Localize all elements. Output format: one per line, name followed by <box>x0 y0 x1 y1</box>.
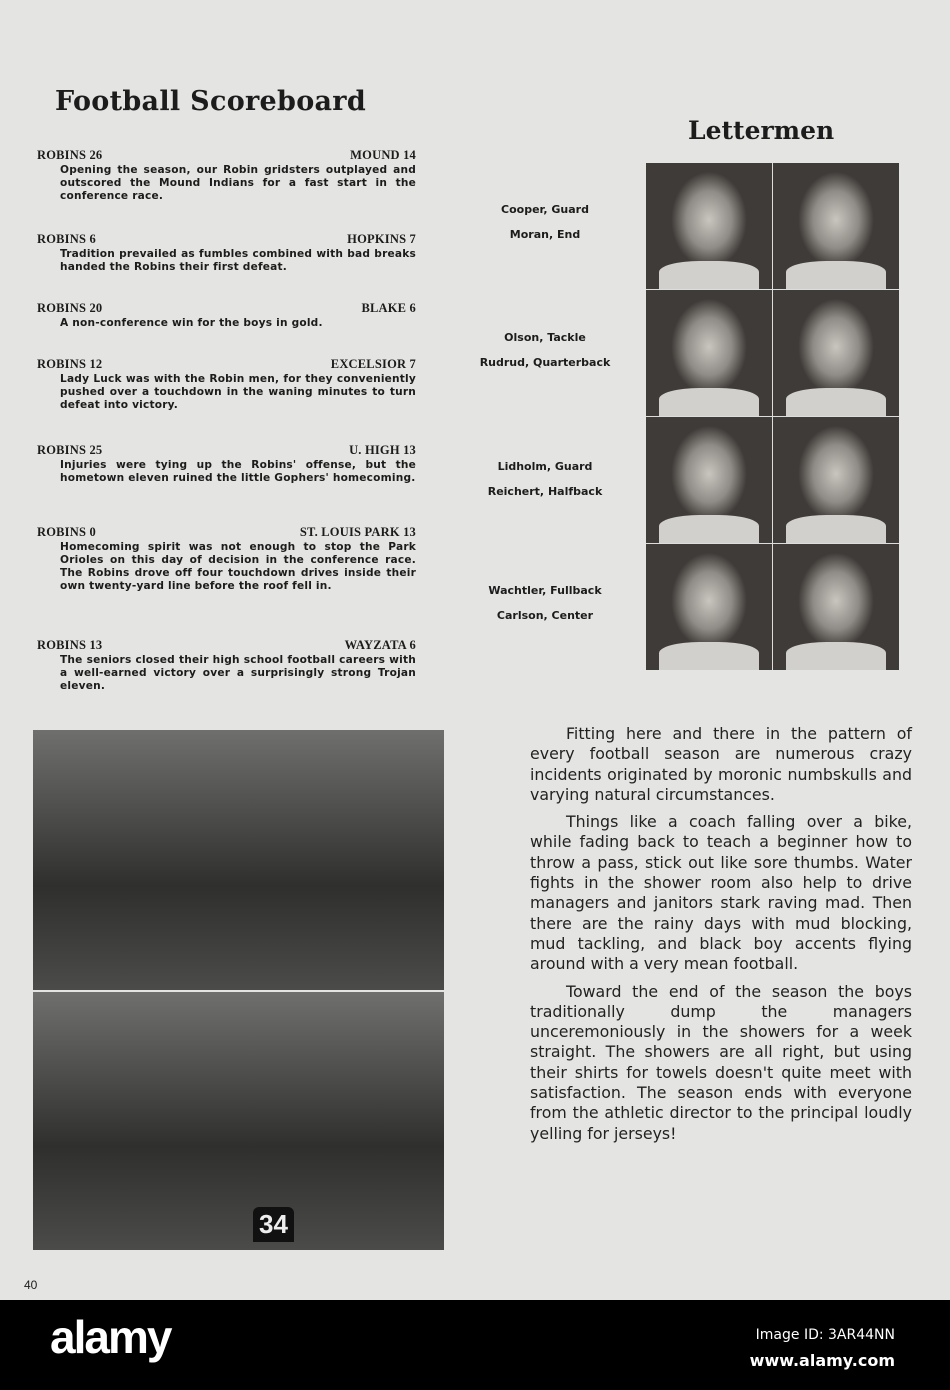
letterman-name: Carlson, Center <box>496 609 594 622</box>
opponent-score: MOUND 14 <box>350 148 416 162</box>
game-description: Homecoming spirit was not enough to stop the Park Orioles on this day of decision in the conference race. The Robins drove off four touchdown drives inside their own twenty-yard line before the roof fell in. <box>60 541 416 592</box>
opponent-score: EXCELSIOR 7 <box>330 357 416 371</box>
game-entry <box>37 525 416 593</box>
opponent-score: WAYZATA 6 <box>344 638 416 652</box>
opponent-score: BLAKE 6 <box>361 301 416 315</box>
score-line <box>37 232 416 247</box>
image-info <box>750 1322 895 1374</box>
game-description: Injuries were tying up the Robins' offense, but the hometown eleven ruined the little Gophers' homecoming. <box>60 459 416 484</box>
article-paragraph: Toward the end of the season the boys traditionally dump the managers unceremoniously in the showers for a week straight. The showers are all right, but using their shirts for towels doesn't quite meet with satisfaction. The season ends with everyone from the athletic director to the principal loudly yelling for jerseys! <box>530 981 912 1143</box>
letterman-name: Rudrud, Quarterback <box>479 356 611 369</box>
letterman-name-pair <box>460 203 630 253</box>
letterman-name: Reichert, Halfback <box>487 485 603 498</box>
game-description: The seniors closed their high school football careers with a well-earned victory over a surprisingly strong Trojan eleven. <box>60 654 416 692</box>
portrait-grid <box>646 163 899 670</box>
home-score: ROBINS 20 <box>37 301 103 315</box>
jersey-number: 34 <box>253 1207 294 1242</box>
opponent-score: ST. LOUIS PARK 13 <box>299 525 416 539</box>
home-score: ROBINS 0 <box>37 525 96 539</box>
letterman-portrait <box>773 163 899 289</box>
game-entry <box>37 357 416 412</box>
opponent-score: HOPKINS 7 <box>347 232 416 246</box>
page-title: Football Scoreboard <box>55 86 367 117</box>
letterman-portrait <box>646 544 772 670</box>
game-description: Opening the season, our Robin gridsters outplayed and outscored the Mound Indians for a fast start in the conference race. <box>60 164 416 202</box>
article-paragraph: Fitting here and there in the pattern of every football season are numerous crazy incidents originated by moronic numbskulls and varying natural circumstances. <box>530 724 912 804</box>
opponent-score: U. HIGH 13 <box>349 443 416 457</box>
letterman-name-pair <box>460 331 630 381</box>
letterman-name-pair <box>460 460 630 510</box>
letterman-name: Wachtler, Fullback <box>488 584 602 597</box>
score-line <box>37 301 416 316</box>
game-description: Lady Luck was with the Robin men, for they conveniently pushed over a touchdown in the waning minutes to turn defeat into victory. <box>60 373 416 411</box>
letterman-name: Olson, Tackle <box>504 331 586 344</box>
alamy-logo: alamy <box>50 1311 171 1363</box>
letterman-name: Cooper, Guard <box>501 203 589 216</box>
game-description: A non-conference win for the boys in gold. <box>60 317 323 329</box>
game-entry <box>37 148 416 203</box>
game-entry <box>37 232 416 274</box>
letterman-portrait <box>646 163 772 289</box>
lettermen-title: Lettermen <box>688 116 835 145</box>
letterman-portrait <box>646 290 772 416</box>
game-entry <box>37 301 416 330</box>
page-number: 40 <box>24 1278 38 1292</box>
letterman-name-pair <box>460 584 630 634</box>
letterman-portrait <box>773 417 899 543</box>
home-score: ROBINS 26 <box>37 148 103 162</box>
score-line <box>37 443 416 458</box>
site-url[interactable]: www.alamy.com <box>749 1351 895 1370</box>
letterman-name: Moran, End <box>509 228 581 241</box>
game-photo-tackle <box>33 730 444 990</box>
home-score: ROBINS 6 <box>37 232 96 246</box>
watermark-banner <box>0 1300 950 1390</box>
home-score: ROBINS 13 <box>37 638 103 652</box>
score-line <box>37 357 416 372</box>
letterman-portrait <box>646 417 772 543</box>
game-description: Tradition prevailed as fumbles combined with bad breaks handed the Robins their first defeat. <box>60 248 416 273</box>
game-entry <box>37 443 416 485</box>
score-line <box>37 148 416 163</box>
letterman-name: Lidholm, Guard <box>497 460 593 473</box>
article-text <box>530 724 912 1151</box>
letterman-portrait <box>773 544 899 670</box>
home-score: ROBINS 25 <box>37 443 103 457</box>
image-id: Image ID: 3AR44NN <box>755 1327 895 1343</box>
score-line <box>37 638 416 653</box>
game-entry <box>37 638 416 693</box>
game-photo-injured-player <box>33 992 444 1250</box>
home-score: ROBINS 12 <box>37 357 103 371</box>
article-paragraph: Things like a coach falling over a bike, while fading back to teach a beginner how to throw a pass, stick out like sore thumbs. Water fights in the shower room also help to drive managers and janitors stark raving mad. Then there are the rainy days with mud blocking, mud tackling, and black boy accents flying around with a very mean football. <box>530 812 912 974</box>
score-line <box>37 525 416 540</box>
letterman-portrait <box>773 290 899 416</box>
